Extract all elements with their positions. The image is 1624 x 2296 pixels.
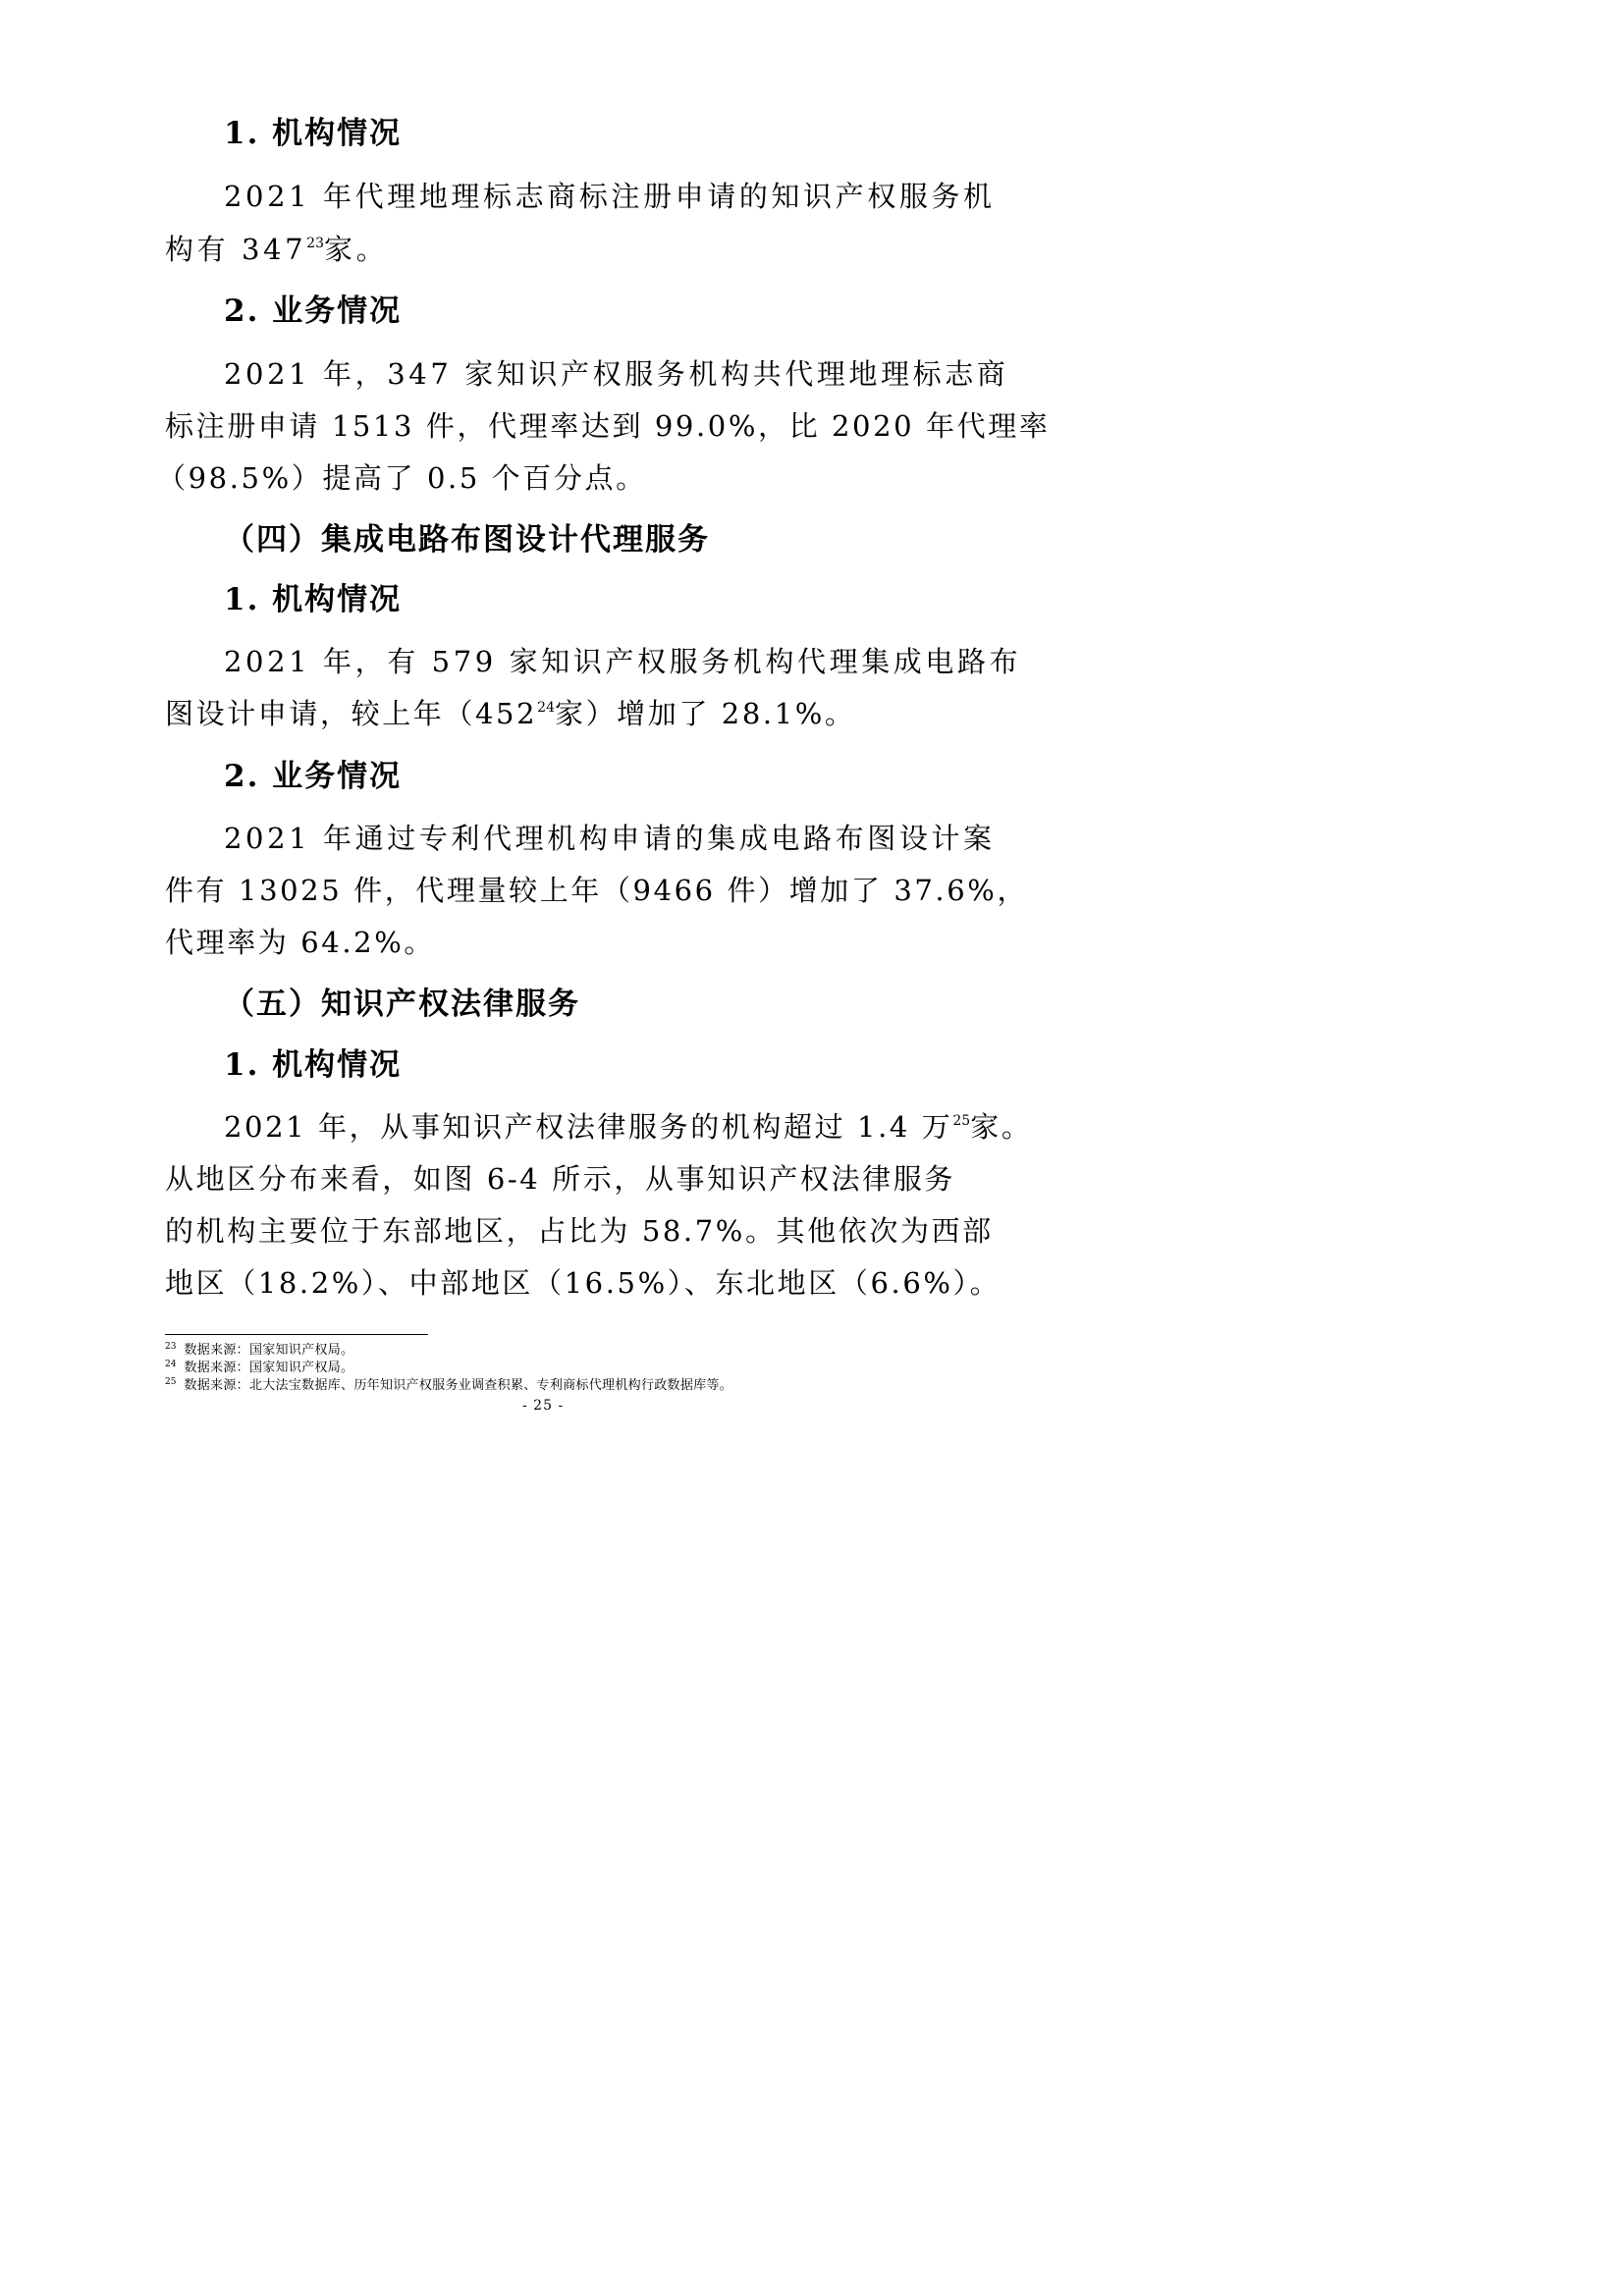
paragraph-line	[165, 230, 388, 269]
paragraph-line: 地区（18.2%）、中部地区（16.5%）、东北地区（6.6%）。	[165, 1266, 1001, 1300]
section-heading-ic-institutions: 1. 机构情况	[224, 582, 403, 617]
paragraph-line: 2021 年通过专利代理机构申请的集成电路布图设计案	[224, 822, 996, 855]
paragraph-line: 的机构主要位于东部地区，占比为 58.7%。其他依次为西部	[165, 1214, 994, 1248]
section-heading-geo-institutions: 1. 机构情况	[224, 116, 403, 151]
paragraph-line: 件有 13025 件，代理量较上年（9466 件）增加了 37.6%，	[165, 874, 1029, 907]
section-heading-legal-institutions: 1. 机构情况	[224, 1047, 403, 1083]
section-heading-ic-business: 2. 业务情况	[224, 759, 403, 794]
footnote-number: 23	[165, 1342, 177, 1352]
paragraph-line: 从地区分布来看，如图 6-4 所示，从事知识产权法律服务	[165, 1162, 955, 1196]
text-run: 图设计申请，较上年（452	[165, 697, 538, 730]
footnote-text: 数据来源：北大法宝数据库、历年知识产权服务业调查积累、专利商标代理机构行政数据库等。	[184, 1378, 733, 1393]
footnote-text: 数据来源：国家知识产权局。	[184, 1343, 354, 1358]
text-run: 家。	[970, 1110, 1033, 1144]
paragraph-line: 2021 年代理地理标志商标注册申请的知识产权服务机	[224, 180, 996, 213]
footnote-number: 24	[165, 1360, 177, 1369]
paragraph-line: 2021 年，有 579 家知识产权服务机构代理集成电路布	[224, 645, 1022, 678]
text-run: 家）增加了 28.1%。	[554, 697, 856, 730]
paragraph-line: 标注册申请 1513 件，代理率达到 99.0%，比 2020 年代理率	[165, 409, 1051, 443]
page-number: - 25 -	[522, 1398, 565, 1414]
paragraph-line	[224, 1107, 1032, 1147]
text-run: 2021 年，从事知识产权法律服务的机构超过 1.4 万	[224, 1110, 953, 1144]
footnote-ref: 25	[952, 1113, 971, 1129]
paragraph-line: （98.5%）提高了 0.5 个百分点。	[157, 461, 647, 495]
footnote-text: 数据来源：国家知识产权局。	[184, 1361, 354, 1375]
footnote-number: 25	[165, 1377, 177, 1387]
footnote-ref: 23	[306, 236, 324, 251]
footnote	[165, 1342, 353, 1359]
paragraph-line: 2021 年，347 家知识产权服务机构共代理地理标志商	[224, 357, 1009, 391]
footnote-ref: 24	[537, 700, 555, 716]
section-heading-ic: （四）集成电路布图设计代理服务	[224, 522, 710, 558]
section-heading-geo-business: 2. 业务情况	[224, 294, 403, 329]
text-run: 构有 347	[165, 233, 307, 266]
footnote	[165, 1377, 732, 1394]
footnote-divider	[165, 1334, 428, 1335]
section-heading-legal: （五）知识产权法律服务	[224, 987, 580, 1022]
text-run: 家。	[324, 233, 389, 266]
paragraph-line	[165, 694, 856, 733]
paragraph-line: 代理率为 64.2%。	[165, 926, 435, 959]
footnote	[165, 1360, 353, 1376]
